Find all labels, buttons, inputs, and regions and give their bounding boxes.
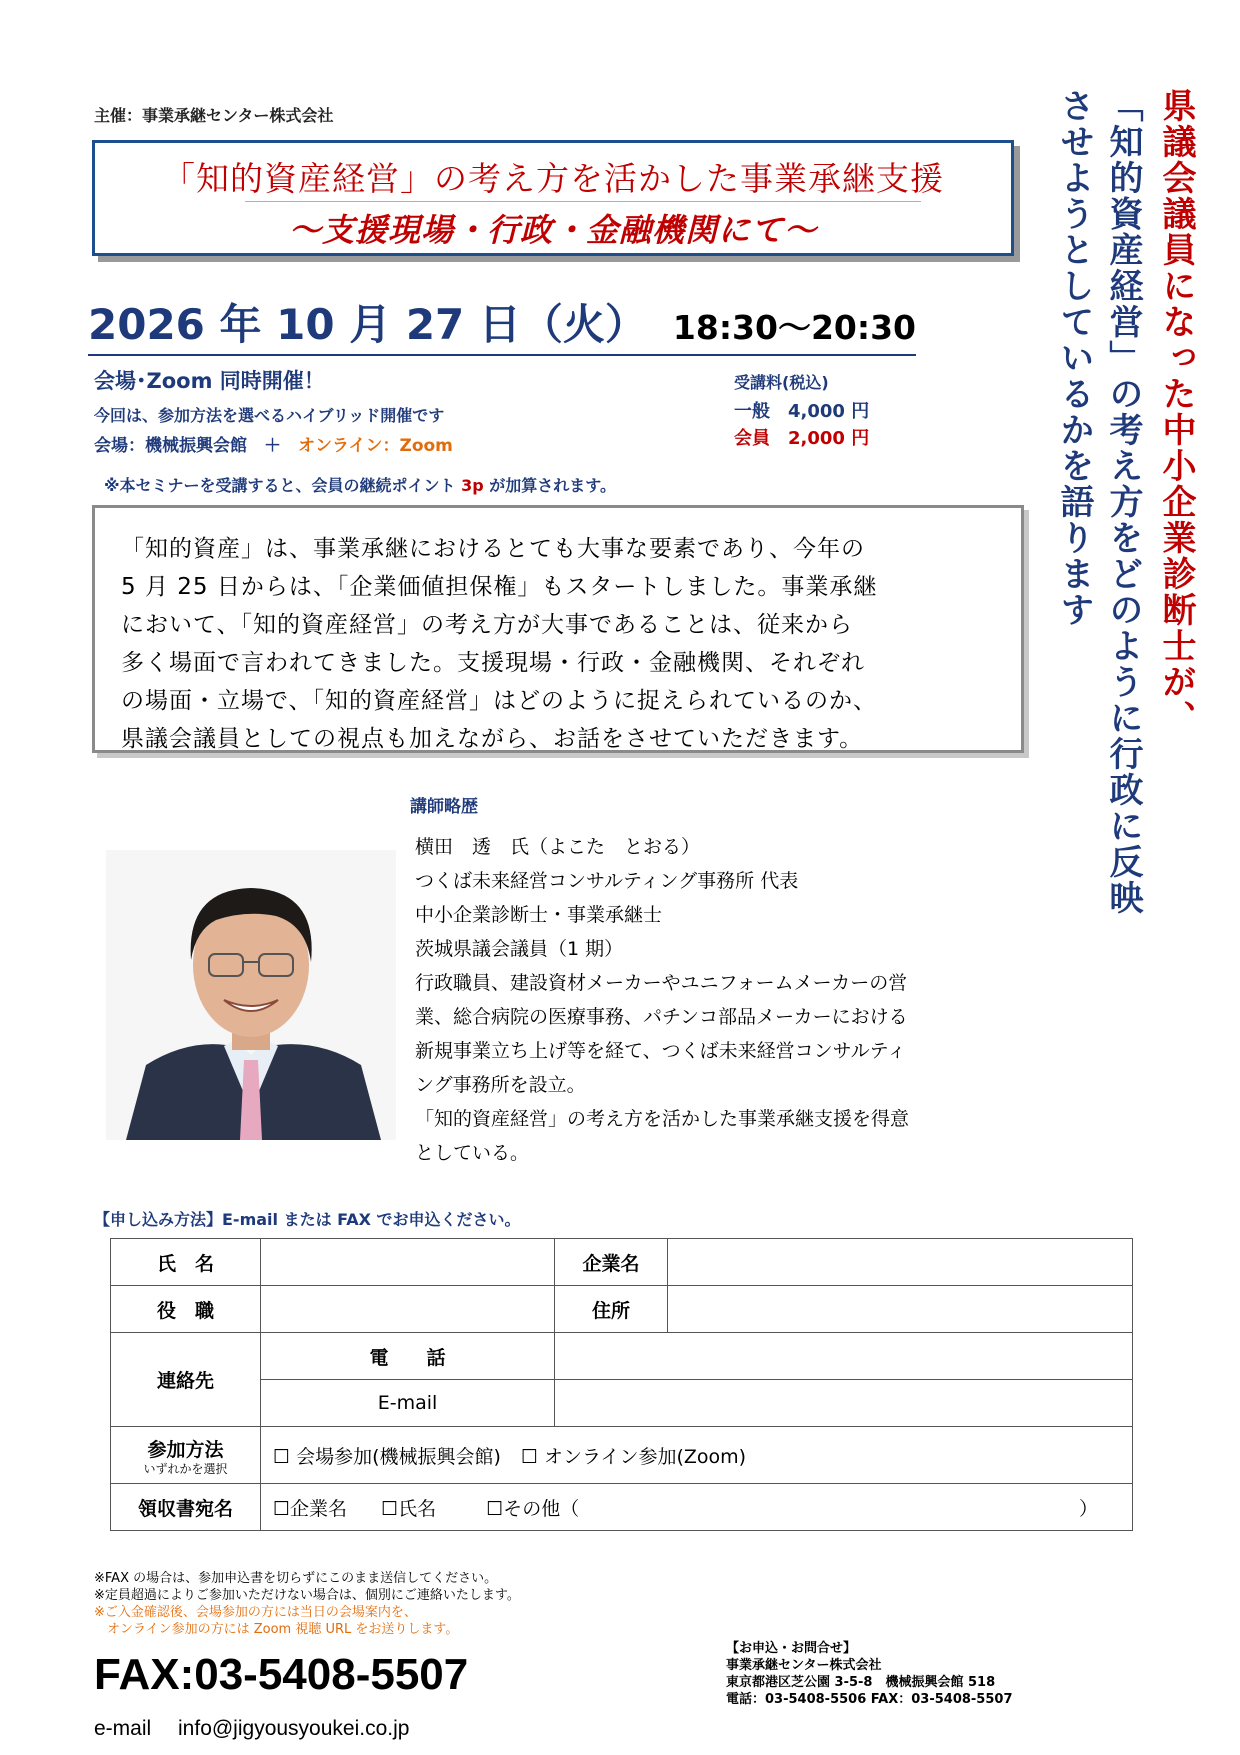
method-label: 参加方法 [147, 1438, 224, 1461]
point-note-pre: ※本セミナーを受講すると、会員の継続ポイント [104, 476, 462, 495]
organizer: 主催：事業承継センター株式会社 [94, 106, 334, 125]
speaker-portrait-icon [106, 850, 396, 1140]
contact-info [726, 1640, 1013, 1708]
profile-line: 新規事業立ち上げ等を経て、つくば未来経営コンサルティ [415, 1040, 907, 1062]
contact-label: 連絡先 [111, 1333, 261, 1427]
title-main: 「知的資産経営」の考え方を活かした事業承継支援 [162, 159, 944, 198]
event-date: 2026 年 10 月 27 日（火） [88, 300, 647, 349]
company-label: 企業名 [555, 1239, 668, 1286]
application-heading: 【申し込み方法】E-mail または FAX でお申込ください。 [94, 1210, 521, 1229]
tagline-blue-2: させようとしているかを語ります [1054, 88, 1094, 628]
position-field[interactable] [261, 1286, 555, 1333]
description-line: の場面・立場で、「知的資産経営」はどのように捉えられているのか、 [121, 688, 878, 714]
method-options [261, 1427, 1133, 1484]
method-label-cell [111, 1427, 261, 1484]
profile-line: 中小企業診断士・事業承継士 [415, 904, 663, 926]
venue-hall: 会場：機械振興会館 ＋ [94, 436, 298, 456]
note-line-highlight: オンライン参加の方には Zoom 視聴 URL をお送りします。 [94, 1622, 459, 1637]
tagline-blue-1: 「知的資産経営」の考え方をどのように行政に反映 [1103, 88, 1143, 916]
description-line: 5 月 25 日からは、「企業価値担保権」もスタートしました。事業承継 [121, 574, 878, 600]
note-line: ※FAX の場合は、参加申込書を切らずにこのまま送信してください。 [94, 1571, 498, 1586]
event-time: 18:30～20:30 [672, 308, 916, 347]
title-sub: ～支援現場・行政・金融機関にて～ [288, 211, 817, 249]
profile-line: つくば未来経営コンサルティング事務所 代表 [415, 870, 799, 892]
receipt-label: 領収書宛名 [111, 1484, 261, 1531]
venue-line [94, 431, 453, 456]
venue-heading: 会場･Zoom 同時開催！ [94, 369, 325, 393]
description-line: 多く場面で言われてきました。支援現場・行政・金融機関、それぞれ [121, 650, 865, 676]
contact-address: 東京都港区芝公園 3-5-8 機械振興会館 518 [726, 1675, 996, 1690]
event-date-line [88, 292, 916, 356]
title-box [92, 140, 1014, 256]
contact-heading: 【お申込・お問合せ】 [726, 1641, 857, 1656]
venue-option-label: 会場参加(機械振興会館) [296, 1445, 501, 1468]
description-line: 「知的資産」は、事業承継におけるとても大事な要素であり、今年の [121, 536, 865, 562]
receipt-company-label: 企業名 [290, 1497, 348, 1520]
receipt-person-checkbox[interactable]: ☐ [381, 1497, 399, 1520]
profile-text [415, 830, 909, 1170]
description-line: 県議会議員としての視点も加えながら、お話をさせていただきます。 [121, 726, 864, 752]
receipt-other-label: その他（ [503, 1497, 580, 1520]
receipt-other-close: ） [1078, 1497, 1098, 1520]
description-box [92, 505, 1024, 753]
receipt-options [261, 1484, 1133, 1531]
email-field[interactable] [555, 1380, 1133, 1427]
receipt-person-label: 氏名 [398, 1497, 437, 1520]
receipt-other-checkbox[interactable]: ☐ [486, 1497, 504, 1520]
contact-company: 事業承継センター株式会社 [726, 1658, 882, 1673]
profile-line: 茨城県議会議員（1 期） [415, 938, 624, 960]
phone-field[interactable] [555, 1333, 1133, 1380]
note-line: ※定員超過によりご参加いただけない場合は、個別にご連絡いたします。 [94, 1588, 520, 1603]
contact-phone: 電話：03-5408-5506 FAX：03-5408-5507 [726, 1692, 1013, 1707]
profile-line: 行政職員、建設資材メーカーやユニフォームメーカーの営 [415, 972, 908, 994]
profile-line: としている。 [415, 1142, 530, 1164]
profile-heading: 講師略歴 [410, 797, 478, 817]
note-line-highlight: ※ご入金確認後、会場参加の方には当日の会場案内を、 [94, 1605, 417, 1620]
name-field[interactable] [261, 1239, 555, 1286]
receipt-company-checkbox[interactable]: ☐ [273, 1497, 291, 1520]
fee-heading: 受講料(税込) [734, 373, 829, 392]
speaker-photo [106, 850, 396, 1140]
fee-member: 会員 2,000 円 [734, 428, 870, 449]
address-label: 住所 [555, 1286, 668, 1333]
company-field[interactable] [668, 1239, 1133, 1286]
venue-checkbox[interactable]: ☐ [273, 1445, 297, 1468]
notes [94, 1570, 520, 1638]
tagline-red: 県議会議員になった中小企業診断士が、 [1156, 88, 1196, 736]
venue-online: オンライン：Zoom [298, 436, 453, 456]
point-note [104, 473, 616, 496]
venue-description: 今回は、参加方法を選べるハイブリッド開催です [94, 406, 445, 425]
application-form [110, 1238, 1133, 1531]
contact-email[interactable]: e-mail info@jigyousyoukei.co.jp [94, 1717, 410, 1740]
point-value: 3p [461, 476, 484, 495]
fax-number: FAX:03-5408-5507 [94, 1650, 469, 1699]
name-label: 氏 名 [111, 1239, 261, 1286]
method-sublabel: いずれかを選択 [143, 1461, 228, 1476]
position-label: 役 職 [111, 1286, 261, 1333]
profile-line: 業、総合病院の医療事務、パチンコ部品メーカーにおける [415, 1006, 908, 1028]
online-checkbox[interactable]: ☐ [520, 1445, 545, 1468]
description-line: において、「知的資産経営」の考え方が大事であることは、従来から [121, 612, 854, 638]
email-label: E-mail [261, 1380, 555, 1427]
online-option-label: オンライン参加(Zoom) [544, 1445, 747, 1468]
profile-line: 「知的資産経営」の考え方を活かした事業承継支援を得意 [415, 1108, 910, 1130]
point-note-post: が加算されます。 [483, 476, 617, 495]
phone-label: 電 話 [261, 1333, 555, 1380]
fee-general: 一般 4,000 円 [734, 401, 870, 422]
address-field[interactable] [668, 1286, 1133, 1333]
title-divider [245, 201, 921, 202]
profile-line: ング事務所を設立。 [415, 1074, 586, 1096]
profile-line: 横田 透 氏（よこた とおる） [415, 836, 701, 858]
